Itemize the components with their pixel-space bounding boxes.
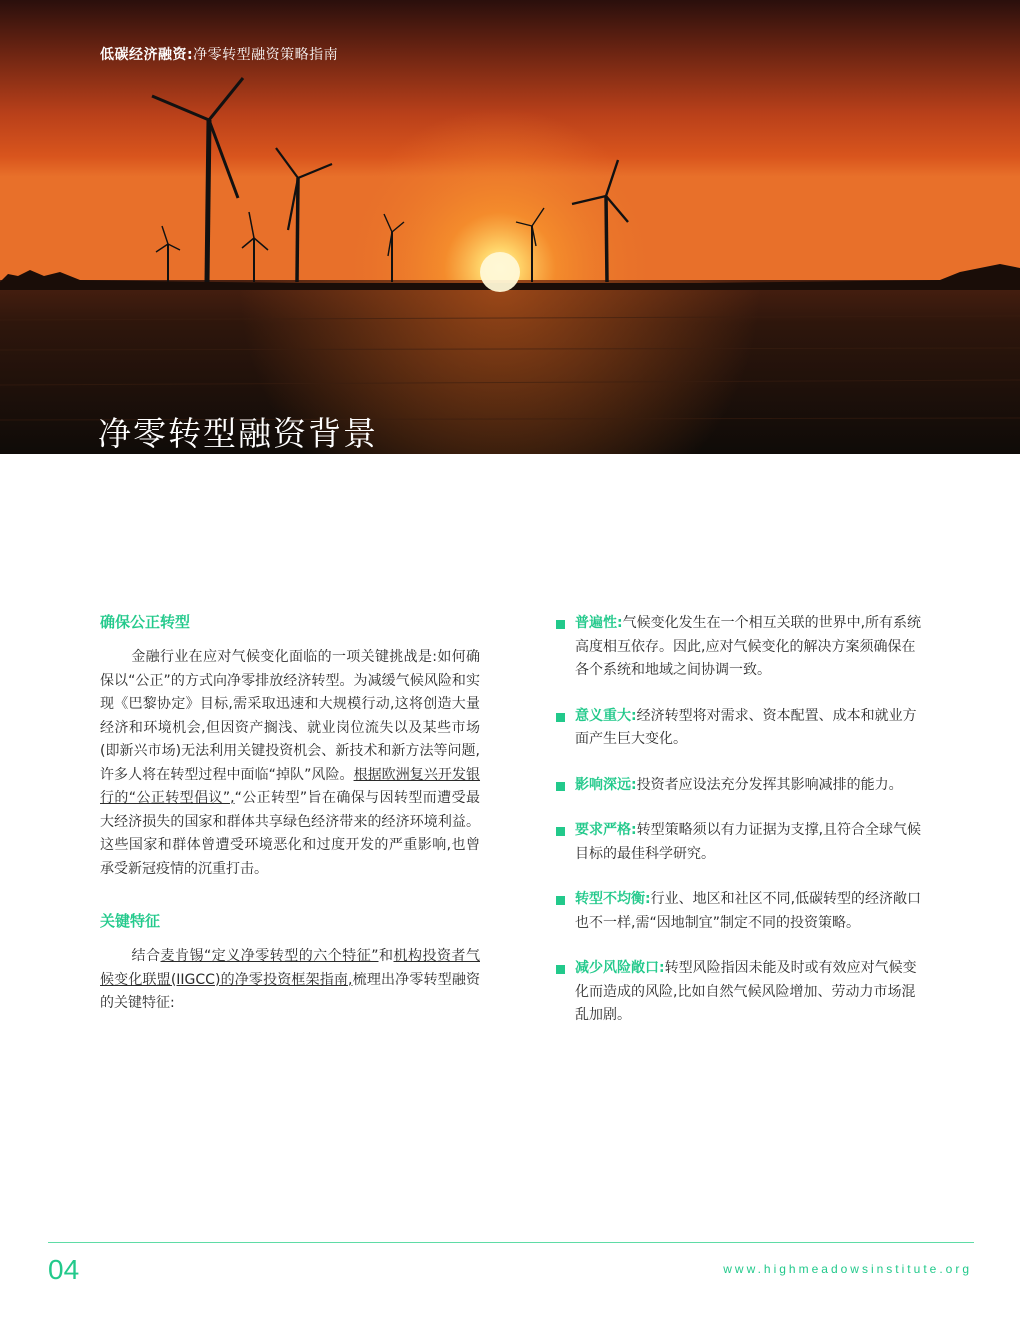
running-head [100,44,338,64]
list-item [556,774,926,798]
para-text: “公正转型”旨在确保与因转型而遭受最大经济损失的国家和群体共享绿色经济带来的经济环境利益。这些国家和群体曾遭受环境恶化和过度开发的严重影响,也曾承受新冠疫情的沉重打击。 [100,790,480,877]
page-title: 净零转型融资背景 [98,414,378,454]
right-column [556,612,926,1050]
para-text: 梳理出净零转型融资的关键特征: [100,971,481,1011]
mckinsey-link[interactable]: 麦肯锡“定义净零转型的六个特征” [160,948,379,964]
bullet-label: 影响深远: [575,776,637,793]
para-text: 金融行业在应对气候变化面临的一项关键挑战是:如何确保以“公正”的方式向净零排放经济转型。为减缓气候风险和实现《巴黎协定》目标,需采取迅速和大规模行动,这将创造大量经济和环境机会,但因资产搁浅、就业岗位流失以及某些市场(即新兴市场)无法利用关键投资机会、新技术和新方法等问题,许多人将在转型过程中面临“掉队”风险。 [100,649,480,783]
left-column [100,612,480,1016]
iigcc-link[interactable]: 机构投资者气候变化联盟(IIGCC)的净零投资框架指南, [100,948,480,988]
running-head-series: 低碳经济融资: [100,47,194,63]
bullet-square-icon [556,965,565,974]
footer-divider [48,1242,974,1243]
section-heading-key-features: 关键特征 [100,912,161,930]
bullet-text: 经济转型将对需求、资本配置、成本和就业方面产生巨大变化。 [575,707,917,747]
bullet-text: 转型策略须以有力证据为支撑,且符合全球气候目标的最佳科学研究。 [575,822,922,862]
bullet-label: 转型不均衡: [575,891,651,907]
bullet-label: 意义重大: [575,707,637,724]
bullet-square-icon [556,896,565,905]
website-link[interactable]: www.highmeadowsinstitute.org [723,1262,972,1276]
section-heading-just-transition: 确保公正转型 [100,613,191,631]
bullet-text: 转型风险指因未能及时或有效应对气候变化而造成的风险,比如自然气候风险增加、劳动力市场混乱加剧。 [575,960,917,1023]
bullet-text: 投资者应设法充分发挥其影响减排的能力。 [636,776,903,793]
bullet-label: 普遍性: [575,615,623,631]
bullet-square-icon [556,620,565,629]
list-item [556,612,926,683]
para-text: 结合 [131,948,161,964]
list-item [556,705,926,752]
key-features-paragraph [100,945,480,1016]
bullet-square-icon [556,782,565,791]
bullet-text: 行业、地区和社区不同,低碳转型的经济敞口也不一样,需“因地制宜”制定不同的投资策略。 [575,891,922,931]
bullet-label: 要求严格: [575,822,637,838]
bullet-square-icon [556,827,565,836]
list-item [556,888,926,935]
just-transition-paragraph [100,646,480,881]
hero-banner [0,0,1020,454]
ebrd-link[interactable]: 根据欧洲复兴开发银行的“公正转型倡议”, [100,766,481,806]
list-item [556,819,926,866]
running-head-title: 净零转型融资策略指南 [193,47,339,63]
page-number: 04 [48,1254,80,1285]
list-item [556,957,926,1028]
bullet-label: 减少风险敞口: [575,960,665,976]
wind-turbines-sunset-photo [0,0,1020,454]
bullet-square-icon [556,713,565,722]
para-text: 和 [378,948,394,964]
bullet-text: 气候变化发生在一个相互关联的世界中,所有系统高度相互依存。因此,应对气候变化的解决方案须确保在各个系统和地域之间协调一致。 [575,615,922,678]
